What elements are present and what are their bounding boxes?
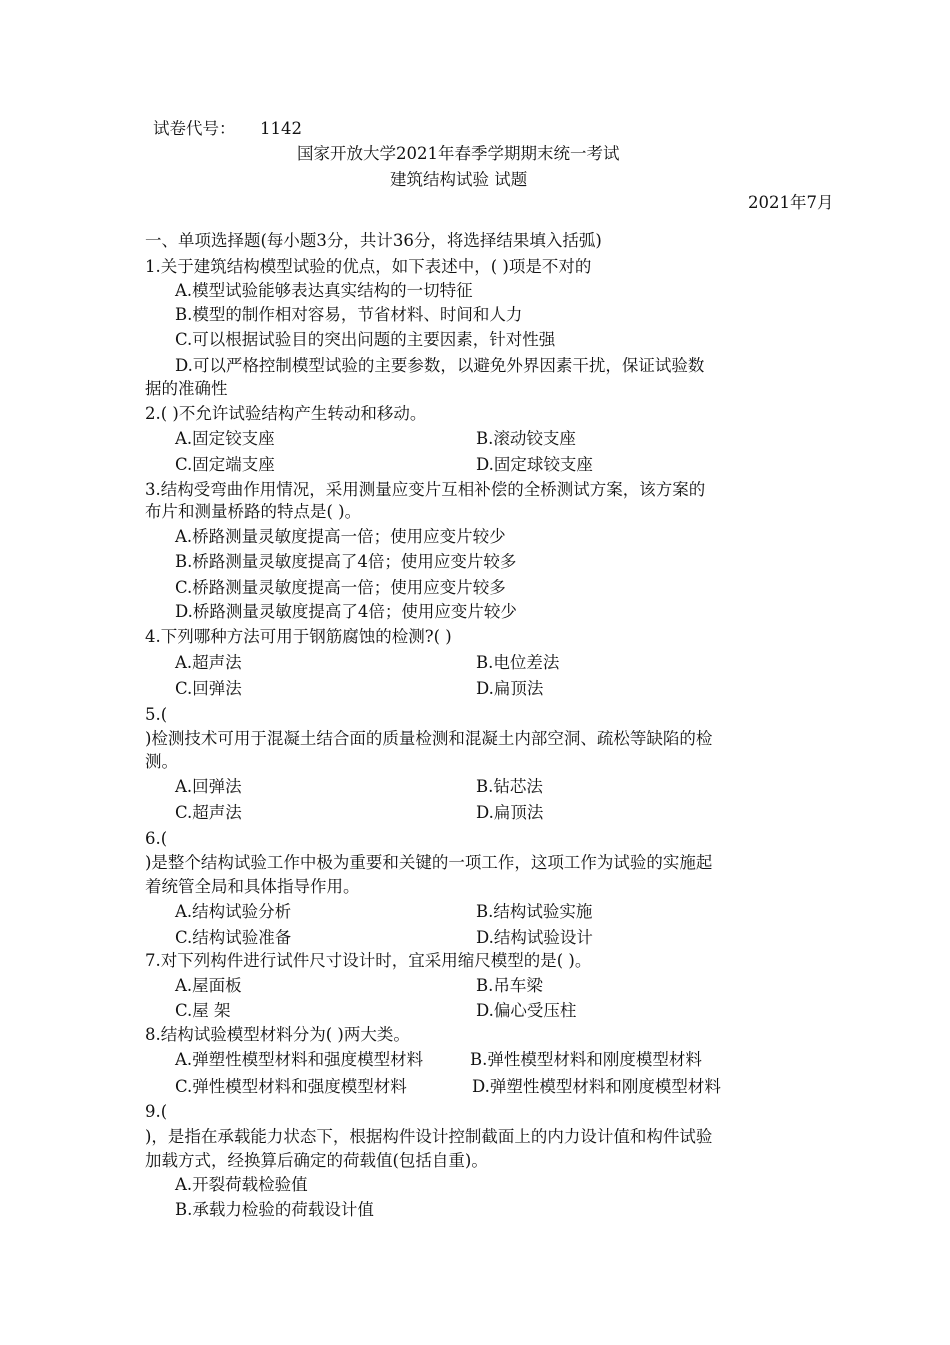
question-4-option-d: D.扁顶法 xyxy=(476,679,544,698)
question-3-option-b: B.桥路测量灵敏度提高了4倍；使用应变片较多 xyxy=(175,552,517,571)
question-6-stem: 6.( xyxy=(145,829,168,848)
question-3-option-d: D.桥路测量灵敏度提高了4倍；使用应变片较少 xyxy=(175,602,517,621)
question-6-stem-cont: )是整个结构试验工作中极为重要和关键的一项工作，这项工作为试验的实施起 xyxy=(145,853,713,872)
question-7-option-c: C.屋 架 xyxy=(175,1001,231,1020)
question-8-stem: 8.结构试验模型材料分为( )两大类。 xyxy=(145,1025,410,1044)
question-1-option-d-cont: 据的准确性 xyxy=(145,379,228,398)
question-1-option-c: C.可以根据试验目的突出问题的主要因素，针对性强 xyxy=(175,330,556,349)
question-7-option-a: A.屋面板 xyxy=(175,976,242,995)
question-5-option-a: A.回弹法 xyxy=(175,777,242,796)
question-5-option-d: D.扁顶法 xyxy=(476,803,544,822)
question-9-stem-cont: )，是指在承载能力状态下，根据构件设计控制截面上的内力设计值和构件试验 xyxy=(145,1127,713,1146)
question-2-option-b: B.滚动铰支座 xyxy=(476,429,576,448)
question-5-stem-cont-2: 测。 xyxy=(145,752,178,771)
question-2-option-a: A.固定铰支座 xyxy=(175,429,275,448)
question-5-stem: 5.( xyxy=(145,705,168,724)
question-7-option-b: B.吊车梁 xyxy=(476,976,543,995)
question-9-option-b: B.承载力检验的荷载设计值 xyxy=(175,1200,374,1219)
question-3-option-c: C.桥路测量灵敏度提高一倍；使用应变片较多 xyxy=(175,578,506,597)
exam-date: 2021年7月 xyxy=(748,193,834,212)
exam-code-value: 1142 xyxy=(260,119,302,138)
question-4-option-b: B.电位差法 xyxy=(476,653,560,672)
question-6-option-a: A.结构试验分析 xyxy=(175,902,292,921)
question-6-stem-cont-2: 着统管全局和具体指导作用。 xyxy=(145,877,360,896)
question-8-option-c: C.弹性模型材料和强度模型材料 xyxy=(175,1077,407,1096)
question-4-stem: 4.下列哪种方法可用于钢筋腐蚀的检测?( ) xyxy=(145,627,452,646)
exam-code-label: 试卷代号： xyxy=(153,119,236,138)
question-7-stem: 7.对下列构件进行试件尺寸设计时，宜采用缩尺模型的是( )。 xyxy=(145,951,592,970)
section-heading: 一、单项选择题(每小题3分，共计36分，将选择结果填入括弧) xyxy=(145,231,602,250)
question-5-stem-cont: )检测技术可用于混凝土结合面的质量检测和混凝土内部空洞、疏松等缺陷的检 xyxy=(145,729,713,748)
question-6-option-b: B.结构试验实施 xyxy=(476,902,593,921)
question-8-option-d: D.弹塑性模型材料和刚度模型材料 xyxy=(472,1077,721,1096)
question-5-option-c: C.超声法 xyxy=(175,803,242,822)
question-8-option-b: B.弹性模型材料和刚度模型材料 xyxy=(470,1050,702,1069)
question-2-option-d: D.固定球铰支座 xyxy=(476,455,593,474)
exam-title: 国家开放大学2021年春季学期期末统一考试 xyxy=(297,144,620,163)
question-6-option-c: C.结构试验准备 xyxy=(175,928,292,947)
question-2-option-c: C.固定端支座 xyxy=(175,455,275,474)
question-3-option-a: A.桥路测量灵敏度提高一倍；使用应变片较少 xyxy=(175,527,506,546)
question-4-option-a: A.超声法 xyxy=(175,653,242,672)
question-8-option-a: A.弹塑性模型材料和强度模型材料 xyxy=(175,1050,424,1069)
question-3-stem-cont: 布片和测量桥路的特点是( )。 xyxy=(145,502,362,521)
exam-subtitle: 建筑结构试验 试题 xyxy=(390,170,528,189)
question-6-option-d: D.结构试验设计 xyxy=(476,928,593,947)
question-4-option-c: C.回弹法 xyxy=(175,679,242,698)
question-7-option-d: D.偏心受压柱 xyxy=(476,1001,577,1020)
question-5-option-b: B.钻芯法 xyxy=(476,777,543,796)
question-1-option-d: D.可以严格控制模型试验的主要参数，以避免外界因素干扰，保证试验数 xyxy=(175,356,705,375)
question-1-option-a: A.模型试验能够表达真实结构的一切特征 xyxy=(175,281,473,300)
question-9-stem-cont-2: 加载方式，经换算后确定的荷载值(包括自重)。 xyxy=(145,1151,488,1170)
question-1-stem: 1.关于建筑结构模型试验的优点，如下表述中，( )项是不对的 xyxy=(145,257,592,276)
question-2-stem: 2.( )不允许试验结构产生转动和移动。 xyxy=(145,404,427,423)
question-1-option-b: B.模型的制作相对容易，节省材料、时间和人力 xyxy=(175,305,523,324)
question-9-option-a: A.开裂荷载检验值 xyxy=(175,1175,308,1194)
question-3-stem: 3.结构受弯曲作用情况，采用测量应变片互相补偿的全桥测试方案，该方案的 xyxy=(145,480,706,499)
question-9-stem: 9.( xyxy=(145,1102,168,1121)
